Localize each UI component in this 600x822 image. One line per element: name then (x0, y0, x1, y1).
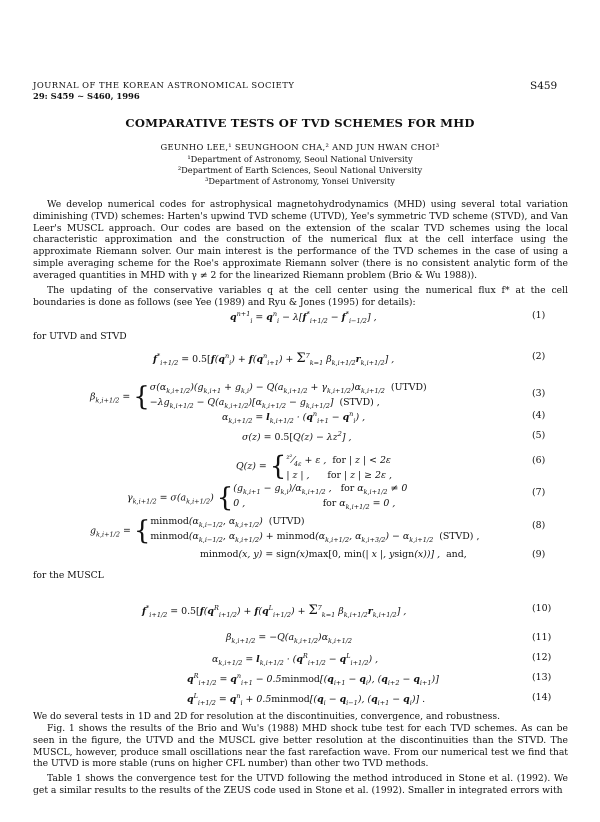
equation-4-body: $\alpha_{k,i+1/2} = l_{k,i+1/2} \cdot (q^n_{i+1} - q^n_i)$ , (222, 410, 366, 425)
equation-13-body: $q^R_{i+1/2} = q^n_{i+1}$ − $0.5minmod[(q_{i+1} - q_i)$, $(q_{i+2} - q_{i+1})$] (187, 672, 439, 687)
equation-12-number: (12) (532, 652, 552, 663)
equation-14-body: $q^L_{i+1/2} = q^n_i$ + $0.5minmod[(q_i - q_{i-1})$, $(q_{i+1} - q_i)$] . (187, 692, 426, 707)
equation-7-number: (7) (532, 487, 546, 498)
equation-2-number: (2) (532, 351, 546, 362)
equation-8-number: (8) (532, 520, 546, 531)
equation-11-body: $\beta_{k,i+1/2} = -Q(a_{k,i+1/2})\alpha_{k,i+1/2}$ (226, 632, 353, 645)
equation-5-body: $\sigma(z) = 0.5[Q(z) - \lambda z^2]$ , (242, 430, 352, 444)
affiliation-1: ¹Department of Astronomy, Seoul National University (187, 154, 413, 164)
equation-7-body: $\gamma_{k,i+1/2} = \sigma(a_{k,i+1/2}) \{(g_{k,i+1} - g_{k,i})/\alpha_{k,i+1/2}$ , for $\alpha_{k,i+1/2} \ne 0$ 0 , for $\alpha_{k,i+1/2} = 0$ , (127, 482, 408, 513)
affiliation-2: ²Department of Earth Sciences, Seoul National University (177, 165, 423, 175)
label-muscl: for the MUSCL (33, 570, 104, 581)
author-list: GEUNHO LEE,¹ SEUNGHOON CHA,² AND JUN HWAN CHOI³ (160, 142, 440, 152)
equation-6-body: $Q(z) = \{^{z^2}⁄_{4\varepsilon} + \varepsilon$ , for | z | < 2ε | z | , for | z | ≥ 2ε , (236, 451, 392, 482)
equation-5-number: (5) (532, 430, 546, 441)
journal-name: JOURNAL OF THE KOREAN ASTRONOMICAL SOCIETY (33, 80, 295, 90)
journal-header (33, 80, 294, 102)
equation-13-number: (13) (532, 672, 552, 683)
page-number: S459 (530, 80, 558, 92)
abstract-paragraph: We develop numerical codes for astrophysical magnetohydrodynamics (MHD) using several total variation diminishing (TVD) schemes: Harten's upwind TVD scheme (UTVD), Yee's symmetric TVD scheme (STVD), and Van Leer's MUSCL approach. Our codes are based on the extension of the scalar TVD schemes using the local characteristic approximation and the construction of the numerical flux at the cell interface using the approximate Riemann solver. Our main interest is the performance of the TVD schemes in the case of using a simple averaging scheme for the Roe's approximate Riemann solver (there is no consistent analytic form of the averaged quantities in MHD with γ ≠ 2 for the linearized Riemann problem (Brio & Wu 1988)). (33, 199, 568, 281)
equation-3-number: (3) (532, 388, 546, 399)
equation-10-number: (10) (532, 603, 552, 614)
equation-10-body: $f^*_{i+1/2} = 0.5[f(q^R_{i+1/2}) + f(q^L_{i+1/2}) + \Sigma^7_{k=1}$ $\beta_{k,i+1/2}r_{k,i+1/2}$] , (142, 603, 407, 619)
update-paragraph: The updating of the conservative variables q at the cell center using the numerical flux f* at the cell boundaries is done as follows (see Yee (1989) and Ryu & Jones (1995) for details): (33, 285, 568, 308)
equation-6-number: (6) (532, 455, 546, 466)
equation-9-body: minmod(x, y) = sign(x)max[0, min(| x |, ysign(x))] , and, (200, 549, 467, 560)
volume-info: 29: S459 ∼ S460, 1996 (33, 91, 140, 101)
equation-12-body: $\alpha_{k,i+1/2} = l_{k,i+1/2} \cdot (q^R_{i+1/2} - q^L_{i+1/2})$ , (212, 652, 379, 667)
label-utvd-stvd: for UTVD and STVD (33, 331, 127, 342)
tests-paragraph: We do several tests in 1D and 2D for resolution at the discontinuities, convergence, and robustness. (33, 711, 500, 722)
equation-11-number: (11) (532, 632, 552, 643)
affiliation-3: ³Department of Astronomy, Yonsei University (205, 176, 395, 186)
equation-2-body: $f^*_{i+1/2} = 0.5[f(q^n_i) + f(q^n_{i+1}) + \Sigma^7_{k=1}$ $\beta_{k,i+1/2}r_{k,i+1/2}$] , (153, 351, 395, 367)
fig1-paragraph: Fig. 1 shows the results of the Brio and Wu's (1988) MHD shock tube test for each TVD schemes. As can be seen in the figure, the UTVD and the MUSCL give better resolution at the discontinuities than the STVD. The MUSCL, however, produce small oscillations near the fast rarefaction wave. From our numerical test we find that the UTVD is more stable (runs on higher CFL number) than other two TVD methods. (33, 723, 568, 770)
equation-9-number: (9) (532, 549, 546, 560)
equation-1-body: $q^{n+1}_i = q^n_i - \lambda[f^*_{i+1/2} - f^*_{i-1/2}]$ , (230, 310, 377, 325)
paper-title: COMPARATIVE TESTS OF TVD SCHEMES FOR MHD (125, 116, 475, 130)
equation-8-body: $g_{k,i+1/2}$ = {$minmod(\alpha_{k,i-1/2}$, $\alpha_{k,i+1/2}$) (UTVD) $minmod(\alpha_{k,i-1/2}$, $\alpha_{k,i+1/2}$) + $minmod(\alpha_{k,i+1/2}$, $\alpha_{k,i+3/2}) - \alpha_{k,i+1/2}$ (STVD) , (90, 515, 480, 546)
equation-3-body: $\beta_{k,i+1/2} = \{\sigma(\alpha_{k,i+1/2})(g_{k,i+1} + g_{k,i}) - Q(a_{k,i+1/2} + \gamma_{k,i+1/2})\alpha_{k,i+1/2}$ (UTVD) $-\lambda g_{k,i+1/2} - Q(a_{k,i+1/2})[\alpha_{k,i+1/2} - g_{k,i+1/2}]$ (STVD) , (90, 381, 427, 412)
equation-4-number: (4) (532, 410, 546, 421)
equation-1-number: (1) (532, 310, 546, 321)
equation-14-number: (14) (532, 692, 552, 703)
table1-paragraph: Table 1 shows the convergence test for the UTVD following the method introduced in Stone et al. (1992). We get a similar results to the results of the ZEUS code used in Stone et al. (1992). Smaller in integrated errors with (33, 773, 568, 796)
